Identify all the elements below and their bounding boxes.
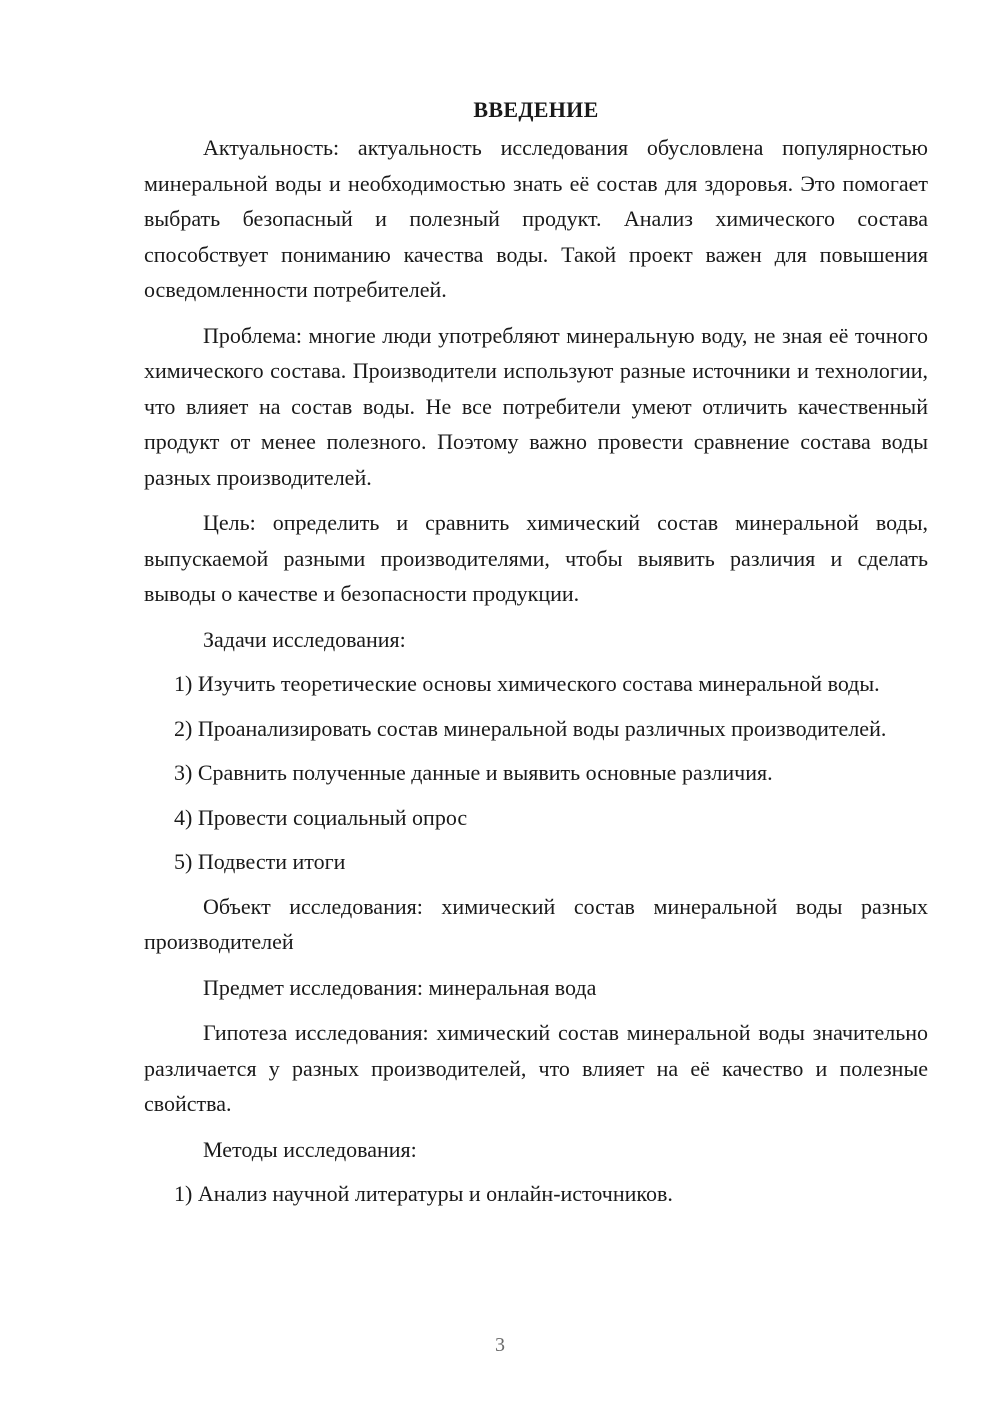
task-item-2: 2) Проанализировать состав минеральной воды различных производителей. xyxy=(174,715,887,741)
method-item-1: 1) Анализ научной литературы и онлайн-источников. xyxy=(174,1181,673,1206)
document-page xyxy=(144,92,928,1212)
paragraph-problem: Проблема: многие люди употребляют минеральную воду, не зная её точного химического состава. Производители используют разные источники и технологии, что влияет на состав воды. Не все потребители умеют отличить качественный продукт от менее полезного. Поэтому важно провести сравнение состава воды разных производителей. xyxy=(144,322,928,490)
task-item-1: 1) Изучить теоретические основы химического состава минеральной воды. xyxy=(174,671,880,696)
paragraph-goal: Цель: определить и сравнить химический состав минеральной воды, выпускаемой разными производителями, чтобы выявить различия и сделать выводы о качестве и безопасности продукции. xyxy=(144,510,928,606)
task-item-3: 3) Сравнить полученные данные и выявить основные различия. xyxy=(174,760,773,785)
page-number: 3 xyxy=(495,1334,505,1356)
paragraph-object: Объект исследования: химический состав минеральной воды разных производителей xyxy=(144,893,928,954)
paragraph-methods-heading: Методы исследования: xyxy=(203,1136,417,1162)
paragraph-hypothesis: Гипотеза исследования: химический состав минеральной воды значительно различается у разных производителей, что влияет на её качество и полезные свойства. xyxy=(144,1020,928,1116)
paragraph-relevance: Актуальность: актуальность исследования обусловлена популярностью минеральной воды и необходимостью знать её состав для здоровья. Это помогает выбрать безопасный и полезный продукт. Анализ химического состава способствует пониманию качества воды. Такой проект важен для повышения осведомленности потребителей. xyxy=(144,135,928,302)
section-heading: ВВЕДЕНИЕ xyxy=(473,97,599,122)
task-item-4: 4) Провести социальный опрос xyxy=(174,804,468,830)
task-item-5: 5) Подвести итоги xyxy=(174,849,346,874)
paragraph-subject: Предмет исследования: минеральная вода xyxy=(203,974,597,1000)
paragraph-tasks-heading: Задачи исследования: xyxy=(203,626,406,652)
